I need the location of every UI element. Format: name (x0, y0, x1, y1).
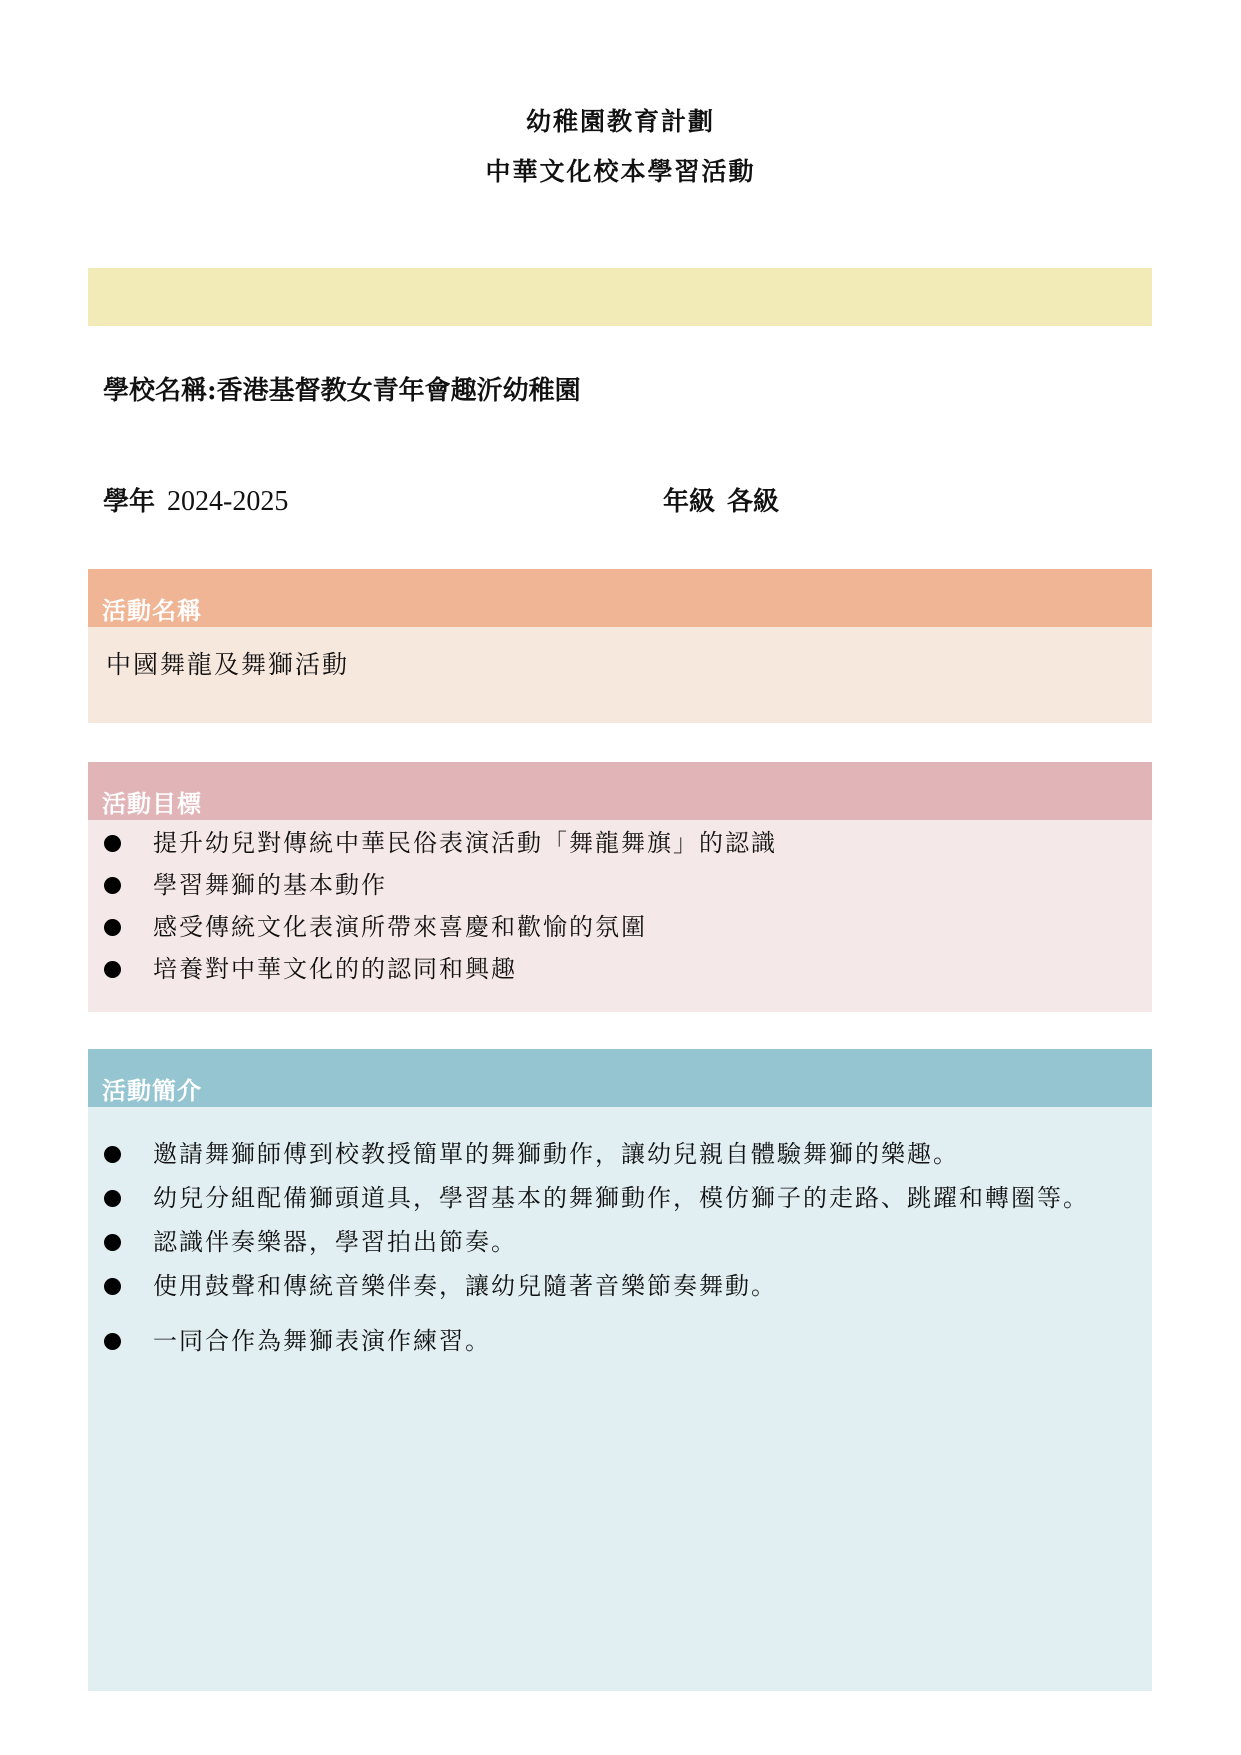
grade-row (663, 481, 779, 518)
objectives-body (88, 820, 1152, 1012)
bullet-dot-icon (104, 1234, 121, 1251)
document-subtitle: 中華文化校本學習活動 (485, 157, 756, 186)
objective-item (88, 824, 1152, 866)
introduction-text: 幼兒分組配備獅頭道具，學習基本的舞獅動作，模仿獅子的走路、跳躍和轉圈等。 (153, 1184, 1089, 1212)
objectives-heading: 活動目標 (88, 762, 1152, 820)
introduction-heading: 活動簡介 (88, 1049, 1152, 1107)
objectives-section (88, 762, 1152, 1012)
bullet-dot-icon (104, 835, 121, 852)
introduction-item (88, 1265, 1152, 1308)
introduction-text: 一同合作為舞獅表演作練習。 (153, 1327, 491, 1355)
school-name-label: 學校名稱: (103, 376, 217, 406)
objective-item (88, 866, 1152, 908)
introduction-text: 認識伴奏樂器，學習拍出節奏。 (153, 1228, 517, 1256)
introduction-item (88, 1177, 1152, 1220)
introduction-section (88, 1049, 1152, 1691)
activity-name-body (88, 627, 1152, 723)
objective-text: 培養對中華文化的的認同和興趣 (153, 955, 517, 983)
introduction-item (88, 1133, 1152, 1176)
document-title: 幼稚園教育計劃 (525, 107, 715, 136)
introduction-list (88, 1133, 1152, 1363)
bullet-dot-icon (104, 1278, 121, 1295)
academic-year-row (103, 481, 288, 518)
bullet-dot-icon (104, 1146, 121, 1163)
objective-text: 感受傳統文化表演所帶來喜慶和歡愉的氛圍 (153, 913, 647, 941)
objective-item (88, 950, 1152, 992)
introduction-text: 使用鼓聲和傳統音樂伴奏，讓幼兒隨著音樂節奏舞動。 (153, 1272, 777, 1300)
academic-year-label: 學年 (103, 487, 156, 517)
objective-text: 提升幼兒對傳統中華民俗表演活動「舞龍舞旗」的認識 (153, 829, 777, 857)
activity-name-section (88, 569, 1152, 723)
bullet-dot-icon (104, 919, 121, 936)
introduction-item (88, 1320, 1152, 1363)
objective-text: 學習舞獅的基本動作 (153, 871, 387, 899)
grade-label: 年級 (663, 487, 716, 517)
bullet-dot-icon (104, 961, 121, 978)
activity-name-text: 中國舞龍及舞獅活動 (106, 650, 350, 679)
grade-value: 各級 (727, 487, 780, 517)
academic-year-value: 2024-2025 (167, 486, 289, 517)
introduction-text: 邀請舞獅師傅到校教授簡單的舞獅動作，讓幼兒親自體驗舞獅的樂趣。 (153, 1140, 959, 1168)
bullet-dot-icon (104, 1190, 121, 1207)
objectives-list (88, 824, 1152, 992)
objective-item (88, 908, 1152, 950)
yellow-band (88, 268, 1152, 326)
bullet-dot-icon (104, 877, 121, 894)
school-name-value: 香港基督教女青年會趣沂幼稚園 (216, 376, 581, 406)
introduction-body (88, 1107, 1152, 1691)
school-name-row (103, 370, 581, 407)
introduction-item (88, 1221, 1152, 1264)
bullet-dot-icon (104, 1333, 121, 1350)
activity-name-heading: 活動名稱 (88, 569, 1152, 627)
